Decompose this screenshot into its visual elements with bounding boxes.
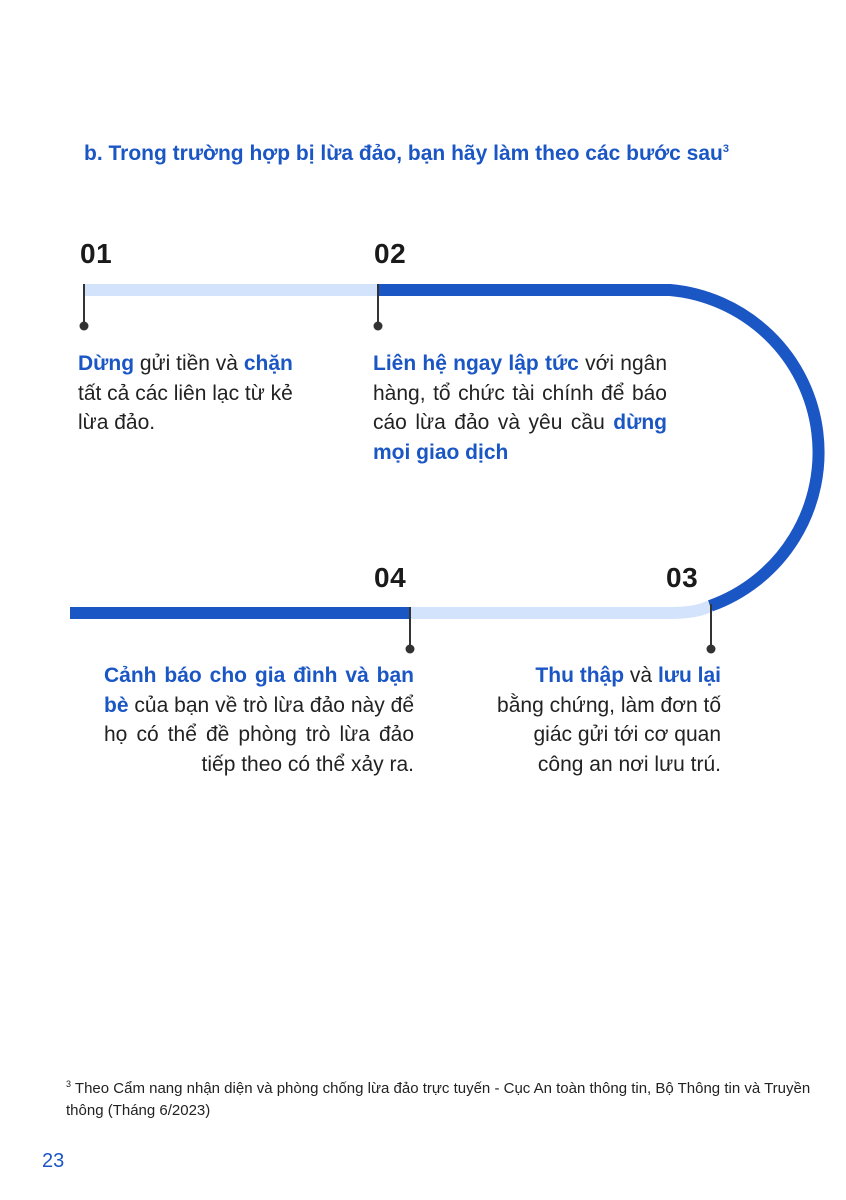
step-highlight: Dừng [78,352,135,375]
heading-footnote-ref: 3 [722,143,729,155]
step-highlight: chặn [243,352,293,375]
step-highlight: dừng mọi giao dịch [373,411,667,464]
step-highlight: Thu thập [535,664,625,687]
step-number-01: 01 [80,238,113,269]
step-text-01 [78,349,300,438]
footnote-marker: 3 [66,1079,72,1089]
step-text-03 [492,661,721,779]
step-plain-text: của bạn về trò lừa đảo này để họ có thể đề phòng trò lừa đảo tiếp theo có thể xảy ra. [104,693,414,776]
footnote-text: Theo Cẩm nang nhận diện và phòng chống lừa đảo trực tuyến - Cục An toàn thông tin, Bộ Thông tin và Truyền thông (Tháng 6/2023) [66,1080,811,1119]
step-plain-text: và [624,664,658,687]
page-number: 23 [42,1150,65,1172]
footnote [66,1073,826,1122]
step-plain-text: tất cả các liên lạc từ kẻ lừa đảo. [78,381,293,434]
step-highlight: Liên hệ ngay lập tức [373,352,579,375]
step-highlight: lưu lại [657,664,721,687]
step-text-02 [373,349,667,467]
step-number-04: 04 [374,562,407,593]
step-number-03: 03 [666,562,699,593]
heading-text: b. Trong trường hợp bị lừa đảo, bạn hãy làm theo các bước sau [84,142,723,165]
track-segment-3 [410,606,710,613]
step-plain-text: với ngân hàng, tổ chức tài chính để báo cáo lừa đảo và yêu cầu [373,352,668,434]
step-plain-text: bằng chứng, làm đơn tố giác gửi tới cơ quan công an nơi lưu trú. [497,693,721,776]
step-text-04 [104,661,414,779]
step-highlight: Cảnh báo cho gia đình và bạn bè [104,664,414,717]
step-number-02: 02 [374,238,407,269]
step-plain-text: gửi tiền và [134,352,244,375]
